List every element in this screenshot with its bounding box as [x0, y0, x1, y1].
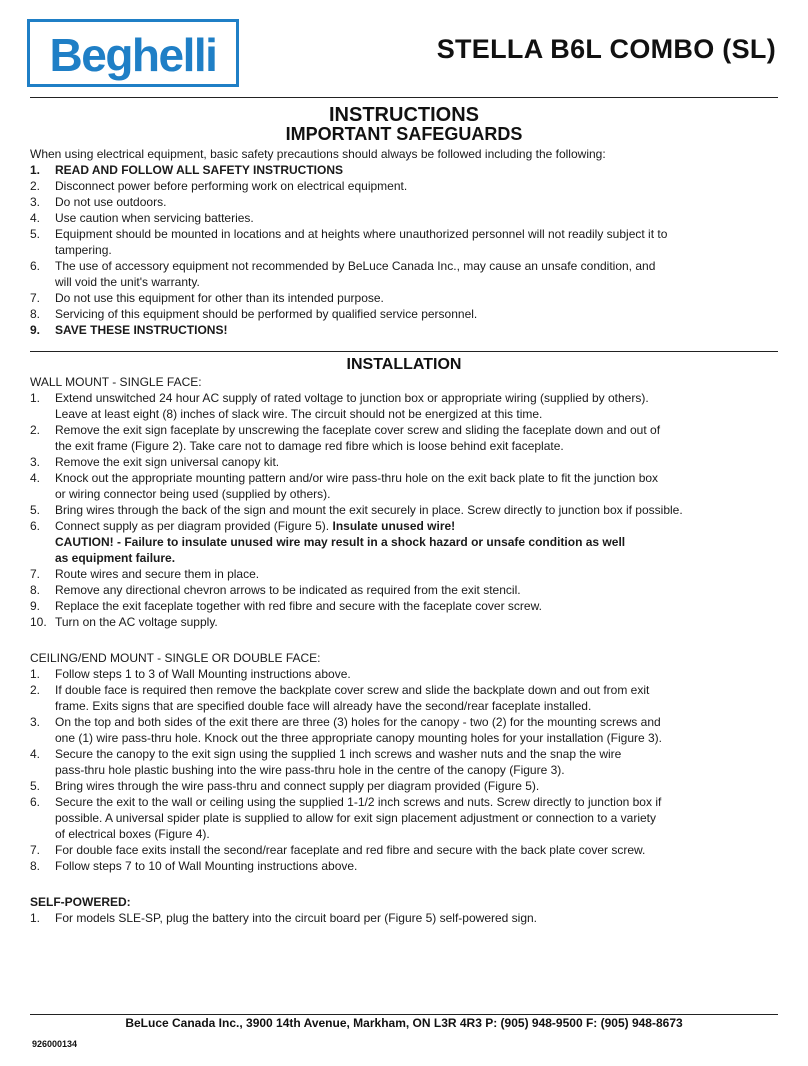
safeguard-item: 1. READ AND FOLLOW ALL SAFETY INSTRUCTIONS: [30, 163, 343, 177]
self-powered-section: [30, 894, 788, 926]
header-divider: [30, 97, 778, 98]
wall-step: 3. Remove the exit sign universal canopy kit.: [30, 455, 280, 469]
instructions-title: INSTRUCTIONS: [329, 104, 479, 126]
safeguard-item: 2. Disconnect power before performing work on electrical equipment.: [30, 179, 408, 193]
installation-title: INSTALLATION: [346, 356, 462, 373]
company-address: BeLuce Canada Inc., 3900 14th Avenue, Markham, ON L3R 4R3 P: (905) 948-9500 F: (905) 948-8673: [125, 1016, 683, 1030]
self-powered-step: 1. For models SLE-SP, plug the battery into the circuit board per (Figure 5) self-powered sign.: [30, 911, 538, 925]
wall-step: 6. Connect supply as per diagram provided (Figure 5). Insulate unused wire! CAUTION! - Failure to insulate unused wire may result in a shock hazard or unsafe condition as well as equipment failure.: [30, 519, 626, 565]
ceiling-step: 8. Follow steps 7 to 10 of Wall Mounting instructions above.: [30, 859, 358, 873]
wall-step: 5. Bring wires through the back of the sign and mount the exit securely in place. Screw directly to junction box if possible.: [30, 503, 683, 517]
wall-step: 1. Extend unswitched 24 hour AC supply of rated voltage to junction box or appropriate wiring (supplied by others). Leave at least eight (8) inches of slack wire. The circuit should not be energized at this time.: [30, 391, 649, 421]
product-title: STELLA B6L COMBO (SL): [436, 34, 776, 64]
ceiling-mount-section: [30, 650, 788, 874]
self-powered-heading: SELF-POWERED:: [30, 895, 131, 909]
wall-mount-section: [30, 374, 788, 630]
instructions-section: [30, 146, 788, 338]
safeguard-item: 8. Servicing of this equipment should be performed by qualified service personnel.: [30, 307, 478, 321]
footer-divider: [30, 1014, 778, 1015]
safeguards-subtitle: IMPORTANT SAFEGUARDS: [285, 124, 523, 144]
insulate-warning: Insulate unused wire!: [332, 519, 456, 533]
safeguard-item: 3. Do not use outdoors.: [30, 195, 167, 209]
wall-step: 8. Remove any directional chevron arrows to be indicated as required from the exit stencil.: [30, 583, 521, 597]
safeguard-item: 5. Equipment should be mounted in locations and at heights where unauthorized personnel will not readily subject it to tampering.: [30, 227, 668, 257]
ceiling-mount-heading: CEILING/END MOUNT - SINGLE OR DOUBLE FACE:: [30, 651, 321, 665]
safeguard-item: 9. SAVE THESE INSTRUCTIONS!: [30, 323, 228, 337]
wall-step: 7. Route wires and secure them in place.: [30, 567, 260, 581]
brand-logo-text: Beghelli: [49, 29, 217, 81]
safeguard-item: 4. Use caution when servicing batteries.: [30, 211, 254, 225]
wall-step: 10. Turn on the AC voltage supply.: [30, 615, 218, 629]
ceiling-step: 7. For double face exits install the second/rear faceplate and red fibre and secure with the back plate cover screw.: [30, 843, 646, 857]
brand-logo: [27, 19, 239, 87]
ceiling-step: 5. Bring wires through the wire pass-thru and connect supply per diagram provided (Figure 5).: [30, 779, 540, 793]
safeguard-item: 7. Do not use this equipment for other than its intended purpose.: [30, 291, 384, 305]
wall-mount-heading: WALL MOUNT - SINGLE FACE:: [30, 375, 202, 389]
intro-text: When using electrical equipment, basic safety precautions should always be followed including the following:: [30, 147, 606, 161]
wall-step: 9. Replace the exit faceplate together with red fibre and secure with the faceplate cover screw.: [30, 599, 542, 613]
ceiling-step: 3. On the top and both sides of the exit there are three (3) holes for the canopy - two (2) for the mounting screws and one (1) wire pass-thru hole. Knock out the three appropriate canopy mounting holes for your installation (Figure 3).: [30, 715, 662, 745]
document-number: 926000134: [32, 1039, 78, 1049]
wall-step: 4. Knock out the appropriate mounting pattern and/or wire pass-thru hole on the exit back plate to fit the junction box or wiring connector being used (supplied by others).: [30, 471, 659, 501]
ceiling-step: 1. Follow steps 1 to 3 of Wall Mounting instructions above.: [30, 667, 351, 681]
ceiling-step: 6. Secure the exit to the wall or ceiling using the supplied 1-1/2 inch screws and nuts. Screw directly to junction box if possible. A universal spider plate is supplied to allow for exit sign placement adjustment or connection to a variety of electrical boxes (Figure 4).: [30, 795, 662, 841]
ceiling-step: 4. Secure the canopy to the exit sign using the supplied 1 inch screws and washer nuts and the snap the wire pass-thru hole plastic bushing into the wire pass-thru hole in the centre of the canopy (Figure 3).: [30, 747, 622, 777]
safeguard-item: 6. The use of accessory equipment not recommended by BeLuce Canada Inc., may cause an unsafe condition, and will void the unit's warranty.: [30, 259, 656, 289]
wall-step: 2. Remove the exit sign faceplate by unscrewing the faceplate cover screw and sliding the faceplate down and out of the exit frame (Figure 2). Take care not to damage red fibre which is loose behind exit faceplate.: [30, 423, 661, 453]
caution-text: CAUTION! - Failure to insulate unused wire may result in a shock hazard or unsafe condition as well: [55, 535, 626, 549]
ceiling-step: 2. If double face is required then remove the backplate cover screw and slide the backplate down and out from exit frame. Exits signs that are specified double face will already have the second/rear faceplate installed.: [30, 683, 650, 713]
section-divider: [30, 351, 778, 352]
